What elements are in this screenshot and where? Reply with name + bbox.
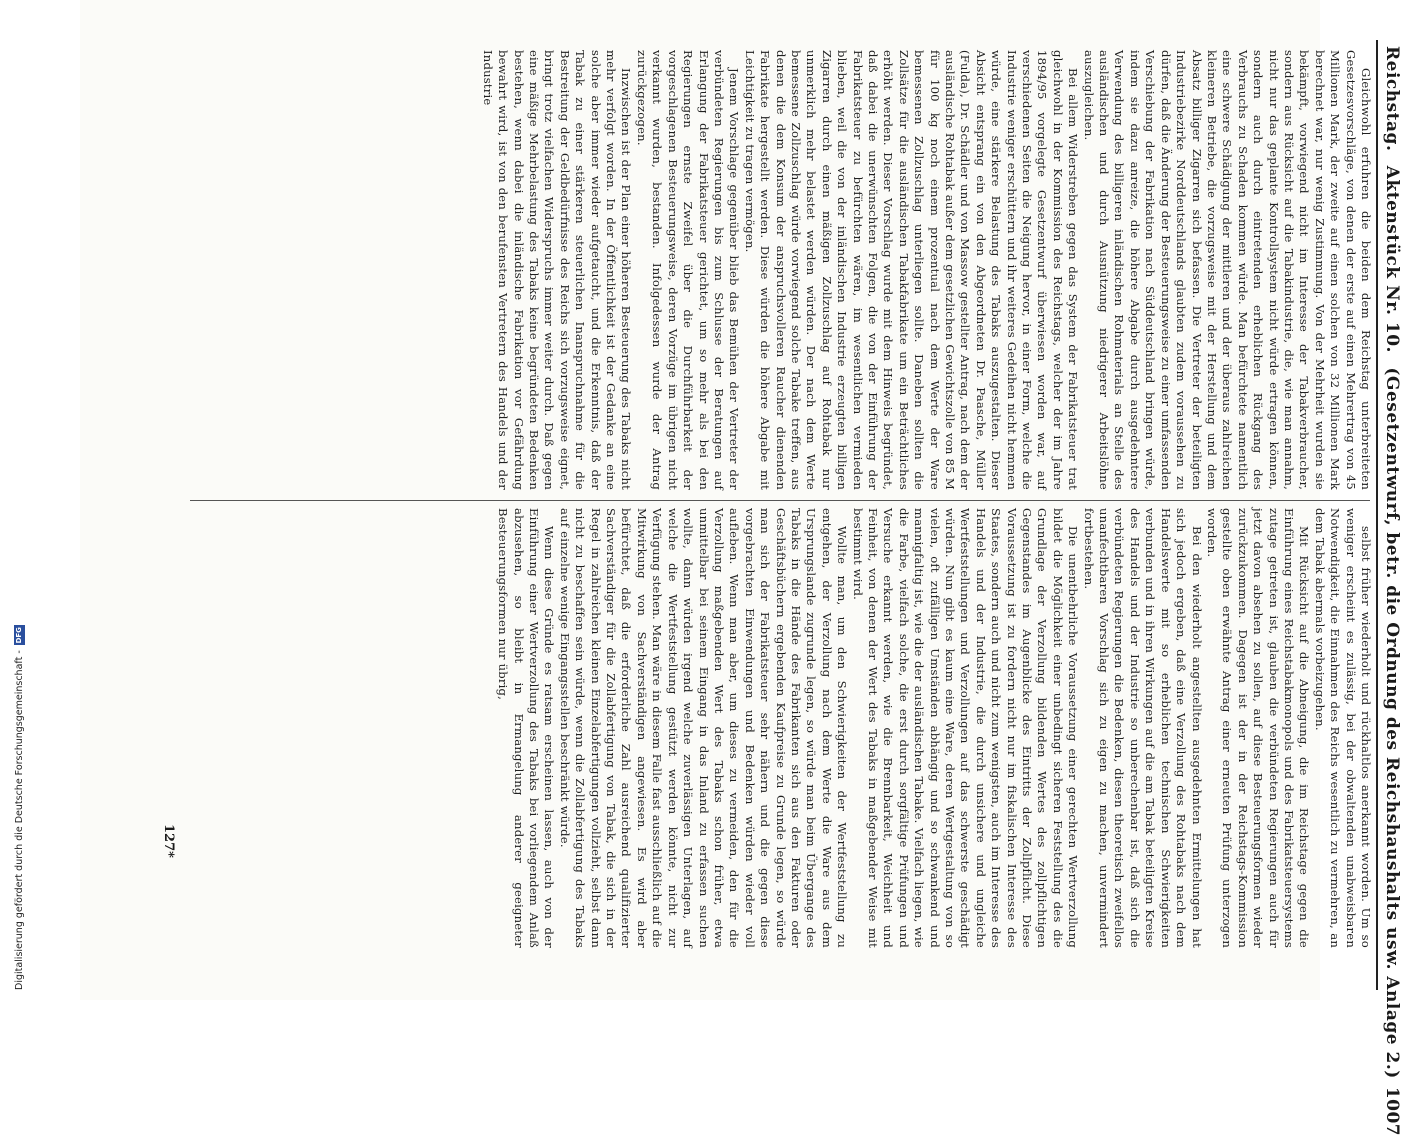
dfg-logo: DFG (15, 627, 23, 644)
text-column-left (193, 50, 1373, 490)
paragraph: Gleichwohl erfuhren die beiden dem Reichstag unterbreiteten Gesetzesvorschläge, von denen der erste auf einen Mehrertrag von 45 Millionen Mark, der zweite auf einen solchen von 32 Millionen Mark berechnet war, nur wenig Zustimmung. Von der Mehrheit wurden sie bekämpft, vorwiegend nicht im Interesse der Tabakverbraucher, sondern aus Rücksicht auf die Tabakindustrie, die, wie man annahm, nicht nur das geplante Kontrollsystem nicht würde ertragen können, sondern auch durch eintretenden erheblichen Rückgang des Verbrauchs zu Schaden kommen würde. Man befürchtete namentlich eine schwere Schädigung der mittleren und der überaus zahlreichen kleineren Betriebe, die vorzugsweise mit der Herstellung und dem Absatz billiger Zigarren sich befassen. Die Vertreter der beteiligten Industriebezirke Norddeutschlands glaubten zudem voraussehen zu dürfen, daß die Änderung der Besteuerungsweise zu einer umfassenden Verschiebung der Fabrikation nach Süddeutschland bringen würde, indem sie dazu anreize, die höhere Abgabe durch ausgedehntere Verwendung des billigeren inländischen Rohmaterials an Stelle des ausländischen und durch Ausnützung niedrigerer Arbeitslöhne auszugleichen. (1081, 50, 1373, 490)
header-rule (1376, 40, 1378, 990)
paragraph: selbst früher wiederholt und rückhaltlos anerkannt worden. Um so weniger erscheint es zulässig, bei der obwaltenden unabweisbaren Notwendigkeit, die Einnahmen des Reichs wesentlich zu vermehren, an dem Tabak abermals vorbeizugehen. (1312, 508, 1373, 948)
scanned-page (80, 0, 1402, 1136)
header-title-part: Reichstag. (1382, 46, 1402, 152)
paragraph: Mit Rücksicht auf die Abneigung, die im Reichstage gegen die Einführung eines Reichstabakmonopols und des Fabrikatsteuersystems zutage getreten ist, glauben die verbündeten Regierungen auch für jetzt davon absehen zu sollen, auf diese Besteuerungsformen wieder zurückzukommen. Dagegen ist der in der Reichstags-Kommission gestellte oben erwähnte Antrag einer erneuten Prüfung unterzogen worden. (1204, 508, 1312, 948)
text-column-right (193, 508, 1373, 948)
header-title-part: Aktenstück Nr. 10. (1382, 165, 1402, 353)
paragraph: Bei den wiederholt angestellten ausgedehnten Ermittelungen hat sich jedoch ergeben, daß eine Verzollung des Rohtabaks nach dem Handelswerte mit so erheblichen technischen Schwierigkeiten verbunden und in ihren Wirkungen auf die am Tabak beteiligten Kreise des Handels und der Industrie so unberechenbar ist, daß sich die verbündeten Regierungen die Bedenken, diesen theoretisch zweifellos unanfechtbaren Vorschlag sich zu eigen zu machen, unvermindert fortbestehen. (1081, 508, 1204, 948)
header-title (1382, 46, 1402, 1087)
column-divider (190, 500, 1370, 501)
credit-text: Digitalisierung gefördert durch die Deutsche Forschungsgemeinschaft - (14, 650, 25, 990)
paragraph: Wollte man, um den Schwierigkeiten der Wertfeststellung zu entgehen, der Verzollung nach dem Werte die Ware aus dem Ursprungslande zugrunde legen, so würde man beim Übergange des Tabaks in die Hände des Fabrikanten sich aus den Fakturen oder Geschäftsbüchern ergebenden Kaufpreise zu Grunde legen, so würde man sich der Fabrikatsteuer sehr nähern und die gegen diese vorgebrachten Einwendungen und Bedenken würden wieder voll aufleben. Wenn man aber, um dieses zu vermeiden, den für die Verzollung maßgebenden Wert des Tabaks schon früher, etwa unmittelbar bei seinem Eingang in das Inland zu erfassen suchen wollte, dann würden irgend welche zuverlässigen Unterlagen, auf welche die Wertfeststellung gestützt werden könnte, nicht zur Verfügung stehen. Man wäre in diesem Falle fast ausschließlich auf die Mitwirkung von Sachverständigen angewiesen. Es wird aber befürchtet, daß die erforderliche Zahl ausreichend qualifizierter Sachverständiger für die Zollabfertigung von Tabak, die sich in der Regel in zahlreichen kleinen Einzelabfertigungen vollzieht, selbst dann nicht zu beschaffen sein würde, wenn die Zollabfertigung des Tabaks auf einzelne wenige Eingangsstellen beschränkt würde. (557, 508, 850, 948)
running-header (1382, 46, 1402, 1136)
digitization-credit (14, 625, 25, 990)
paragraph: Wenn diese Gründe es ratsam erscheinen lassen, auch von der Einführung einer Wertverzollung des Tabaks bei vorliegendem Anlaß abzusehen, so bleibt in Ermangelung anderer geeigneter Besteuerungsformen nur übrig, (496, 508, 557, 948)
page-signature: 127* (161, 824, 176, 858)
paragraph: Bei allem Widerstreben gegen das System der Fabrikatsteuer trat gleichwohl in der Kommission des Reichstags, welcher der im Jahre 1894/95 vorgelegte Gesetzentwurf überwiesen worden war, auf verschiedenen Seiten die Neigung hervor, in einer Form, welche die Industrie weniger erschüttern und ihr weiteres Gedeihen nicht hemmen würde, eine stärkere Belastung des Tabaks auszugestalten. Dieser Absicht entsprang ein von den Abgeordneten Dr. Paasche, Müller (Fulda), Dr. Schädler und von Massow gestellter Antrag, nach dem der ausländische Rohtabak außer dem gesetzlichen Gewichtszolle von 85 M für 100 kg noch einem prozentual nach dem Werte der Ware bemessenen Zollzuschlag unterliegen sollte. Daneben sollten die Zollsätze für die ausländischen Tabakfabrikate um ein Beträchtliches erhöht werden. Dieser Vorschlag wurde mit dem Hinweis begründet, daß dabei die unerwünschten Folgen, die von der Einführung der Fabrikatsteuer zu befürchten wären, im wesentlichen vermieden blieben, weil die von der inländischen Industrie erzeugten billigen Zigarren durch einen mäßigen Zollzuschlag auf Rohtabak nur unmerklich mehr belastet werden würden. Der nach dem Werte bemessene Zollzuschlag würde vorwiegend solche Tabake treffen, aus denen die dem Konsum der anspruchsvolleren Raucher dienenden Fabrikate hergestellt werden. Diese würden die höhere Abgabe mit Leichtigkeit zu tragen vermögen. (742, 50, 1081, 490)
paragraph: Inzwischen ist der Plan einer höheren Besteuerung des Tabaks nicht mehr verfolgt worden. In der Öffentlichkeit ist der Gedanke an eine solche aber immer wieder aufgetaucht, und die Erkenntnis, daß der Tabak zu einer stärkeren steuerlichen Inanspruchnahme für die Bestreitung der Geldbedürfnisse des Reichs sich vorzugsweise eignet, bringt trotz vielfachen Widerspruchs immer weiter durch. Daß gegen eine mäßige Mehrbelastung des Tabaks keine begründeten Bedenken bestehen, wenn dabei die inländische Fabrikation vor Gefährdung bewahrt wird, ist von den berufensten Vertretern des Handels und der Industrie (480, 50, 634, 490)
page-number: 1007 (1382, 1086, 1402, 1136)
paragraph: Jenem Vorschlage gegenüber blieb das Bemühen der Vertreter der verbündeten Regierungen bis zum Schlusse der Beratungen auf Erlangung der Fabrikatsteuer gerichtet, um so mehr als bei den Regierungen ernste Zweifel über die Durchführbarkeit der vorgeschlagenen Besteuerungsweise, deren Vorzüge im übrigen nicht verkannt wurden, bestanden. Infolgedessen wurde der Antrag zurückgezogen. (634, 50, 742, 490)
header-title-part: (Gesetzentwurf, betr. die Ordnung des Reichshaushalts usw. Anlage 2.) (1382, 367, 1402, 1079)
paragraph: Die unentbehrliche Voraussetzung einer gerechten Wertverzollung bildet die Möglichkeit einer unbedingt sicheren Feststellung des die Grundlage der Verzollung bildenden Wertes des zollpflichtigen Gegenstandes im Augenblicke des Eintritts der Zollpflicht. Diese Voraussetzung ist zu fordern nicht nur im fiskalischen Interesse des Staates, sondern auch und nicht zum wenigsten, auch im Interesse des Handels und der Industrie, die durch unsichere und ungleiche Wertfeststellungen und Verzollungen auf das schwerste geschädigt würden. Nun gibt es kaum eine Ware, deren Wertgestaltung von so vielen, oft zufälligen Umständen abhängig und so schwankend und mannigfaltig ist, wie die der ausländischen Tabake. Vielfach liegen, wie die Farbe, vielfach solche, die erst durch sorgfältige Prüfungen und Versuche erkannt werden, wie die Brennbarkeit, Weichheit und Feinheit, von denen der Wert des Tabaks in maßgebender Weise mit bestimmt wird. (850, 508, 1081, 948)
